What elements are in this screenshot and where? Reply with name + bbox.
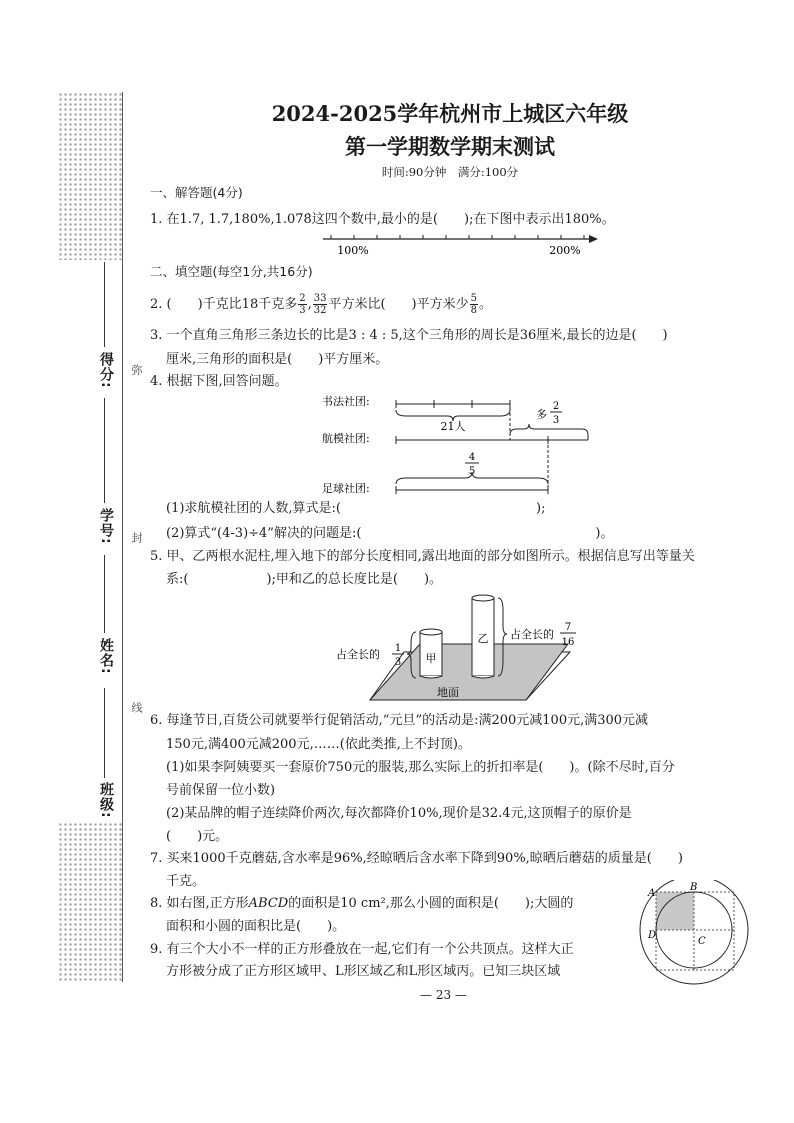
- left-ratio-label: 占全长的: [336, 648, 380, 661]
- seal-line: [122, 92, 123, 982]
- label-21-people: 21人: [440, 420, 466, 433]
- svg-text:5: 5: [468, 466, 476, 477]
- name-rule: [104, 555, 105, 633]
- student-id-label: 学号:: [98, 508, 114, 545]
- question-6-line-3: (1)如果李阿姨要买一套原价750元的服装,那么实际上的折扣率是( )。(除不尽时,百分: [166, 760, 675, 775]
- seal-char-mi: 弥: [130, 364, 143, 375]
- class-label: 班级:: [98, 782, 114, 819]
- pillar-jia-label: 甲: [425, 652, 437, 665]
- student-id-rule: [104, 398, 105, 503]
- point-c: C: [698, 936, 706, 947]
- margin-dot-pattern-bottom: [58, 822, 122, 982]
- question-2: 2. ( )千克比18千克多 $\frac{2}{3}$ , $\frac{33}{32}$ 平方米比( )平方米少 $\frac{5}{8}$ 。: [150, 293, 493, 316]
- svg-text:1: 1: [394, 643, 402, 654]
- concrete-pillars-figure: [330, 588, 590, 712]
- score-label: 得分:: [98, 352, 114, 389]
- question-6-line-1: 6. 每逢节日,百货公司就要举行促销活动,“元旦”的活动是:满200元减100元,满300元减: [150, 713, 649, 728]
- question-7-line-1: 7. 买来1000千克蘑菇,含水率是96%,经晾晒后含水率下降到90%,晾晒后蘑菇的质量是( ): [150, 851, 683, 866]
- question-5-line-2: 系:( );甲和乙的总长度比是( )。: [166, 572, 443, 587]
- class-rule: [104, 688, 105, 778]
- svg-text:2: 2: [552, 401, 560, 412]
- question-7-line-2: 千克。: [166, 874, 206, 889]
- question-3-line-1: 3. 一个直角三角形三条边长的比是3 : 4 : 5,这个三角形的周长是36厘米,最长的边是( ): [150, 328, 668, 343]
- question-8-line-1: 8. 如右图,正方形ABCD的面积是10 cm²,那么小圆的面积是( );大圆的: [150, 896, 574, 911]
- svg-text:7: 7: [564, 622, 572, 633]
- axis-label-200: 200%: [549, 244, 581, 257]
- question-9-line-2: 方形被分成了正方形区域甲、L形区域乙和L形区域丙。已知三块区域: [166, 964, 561, 979]
- margin-dot-pattern-top: [58, 92, 122, 260]
- row-label-calligraphy: 书法社团:: [322, 395, 370, 408]
- point-a: A: [648, 888, 656, 899]
- point-b: B: [690, 882, 698, 893]
- pillar-yi-label: 乙: [477, 632, 489, 645]
- question-4-sub-1: (1)求航模社团的人数,算式是:( );: [166, 501, 546, 516]
- number-line: [315, 230, 605, 258]
- score-rule: [104, 262, 105, 347]
- seal-char-xian: 线: [130, 702, 143, 713]
- question-4: 4. 根据下图,回答问题。: [150, 374, 288, 389]
- point-d: D: [648, 930, 657, 941]
- page-subtitle: 第一学期数学期末测试: [345, 134, 555, 159]
- question-6-line-6: ( )元。: [166, 829, 229, 844]
- svg-text:4: 4: [468, 452, 476, 463]
- circles-square-figure: [622, 880, 772, 986]
- fraction-5-8: $\frac{5}{8}$: [470, 293, 478, 316]
- right-ratio-label: 占全长的: [510, 628, 554, 641]
- row-label-model: 航模社团:: [322, 432, 370, 445]
- question-4-sub-2: (2)算式“(4-3)÷4”解决的问题是:( )。: [166, 526, 614, 541]
- fraction-33-32: $\frac{33}{32}$: [313, 293, 327, 316]
- exam-info: 时间:90分钟 满分:100分: [381, 165, 519, 179]
- svg-text:3: 3: [552, 415, 560, 426]
- section-1-heading: 一、解答题(4分): [150, 185, 243, 200]
- question-5-line-1: 5. 甲、乙两根水泥柱,埋入地下的部分长度相同,露出地面的部分如图所示。根据信息写出等量关: [150, 549, 695, 564]
- more-label: 多: [536, 408, 547, 421]
- section-2-heading: 二、填空题(每空1分,共16分): [150, 264, 313, 279]
- question-9-line-1: 9. 有三个大小不一样的正方形叠放在一起,它们有一个公共顶点。这样大正: [150, 942, 574, 957]
- row-label-football: 足球社团:: [322, 482, 370, 495]
- page-title: 2024-2025学年杭州市上城区六年级: [271, 101, 629, 126]
- question-1: 1. 在1.7, 1.7̇,180%,1.07̇8̇这四个数中,最小的是( );在下图中表示出180%。: [150, 212, 615, 227]
- fraction-2-3: $\frac{2}{3}$: [299, 293, 306, 316]
- ground-label: 地面: [437, 686, 459, 699]
- name-label: 姓名:: [98, 638, 114, 675]
- page-number: — 23 —: [420, 988, 467, 1002]
- question-3-line-2: 厘米,三角形的面积是( )平方厘米。: [166, 352, 389, 367]
- question-6-line-5: (2)某品牌的帽子连续降价两次,每次都降价10%,现价是32.4元,这顶帽子的原价是: [166, 806, 632, 821]
- seal-char-feng: 封: [130, 532, 143, 543]
- question-8-line-2: 面积和小圆的面积比是( )。: [166, 919, 346, 934]
- svg-text:16: 16: [561, 637, 575, 648]
- svg-text:3: 3: [394, 657, 402, 668]
- axis-label-100: 100%: [337, 244, 369, 257]
- club-bar-diagram: [320, 390, 600, 502]
- question-6-line-2: 150元,满400元减200元,……(依此类推,上不封顶)。: [166, 737, 471, 752]
- question-6-line-4: 号前保留一位小数): [166, 783, 276, 798]
